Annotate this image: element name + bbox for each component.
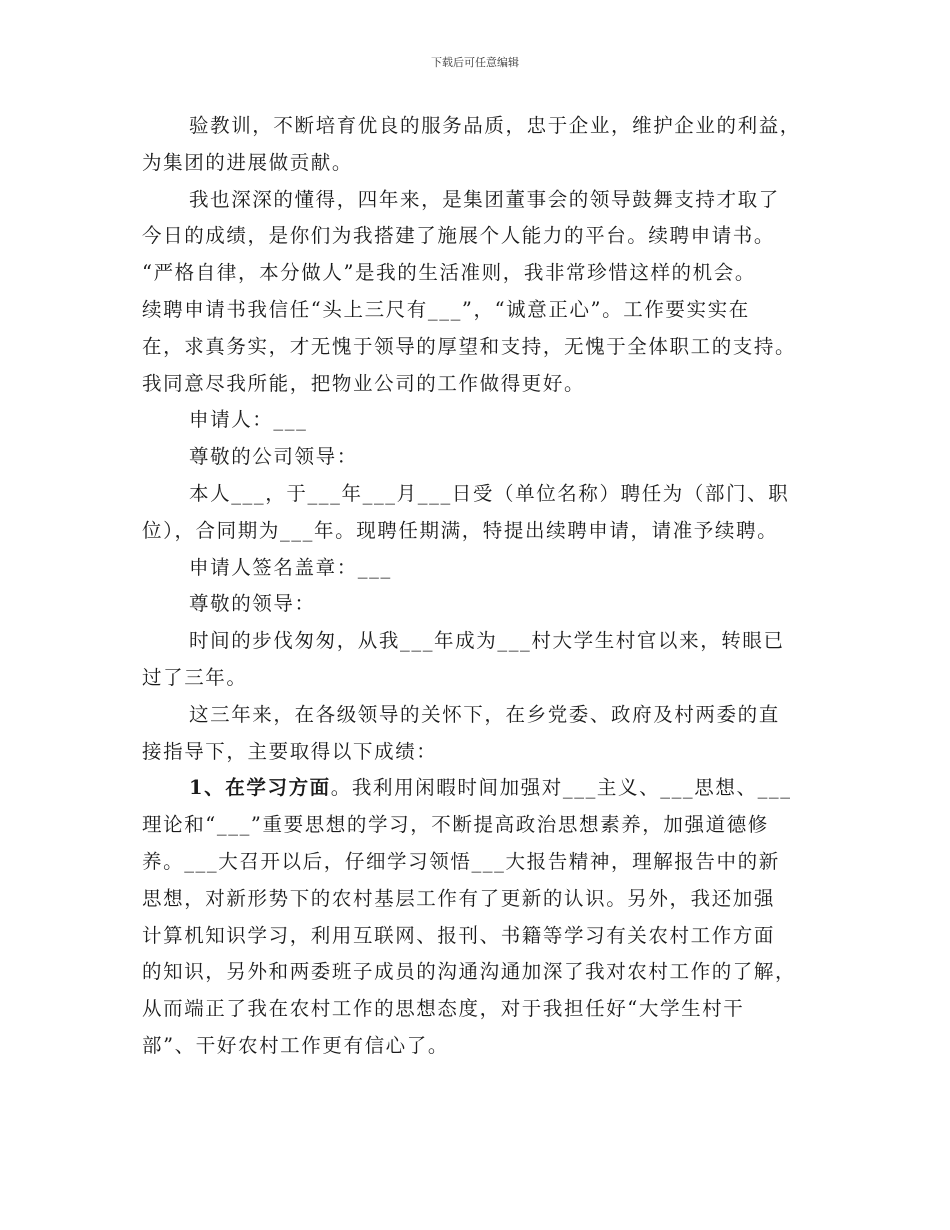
line-text: 。我利用闲暇时间加强对___主义、___思想、___ — [330, 776, 792, 800]
line-text: 从而端正了我在农村工作的思想态度，对于我担任好“大学生村干 — [142, 997, 745, 1021]
text-line — [142, 586, 812, 623]
line-text: 续聘申请书我信任“头上三尺有___”，“诚意正心”。工作要实实在 — [142, 297, 750, 321]
line-text: “严格自律，本分做人”是我的生活准则，我非常珍惜这样的机会。 — [142, 261, 756, 285]
line-text: 为集团的进展做贡献。 — [142, 150, 354, 174]
text-line — [142, 844, 812, 881]
text-line — [142, 697, 812, 734]
line-text: 时间的步伐匆匆，从我___年成为___村大学生村官以来，转眼已 — [189, 629, 785, 653]
line-text: 申请人签名盖章：___ — [189, 555, 392, 579]
page-header: 下载后可任意编辑 — [431, 56, 519, 69]
text-line — [142, 881, 812, 918]
line-text: 我同意尽我所能，把物业公司的工作做得更好。 — [142, 371, 586, 395]
text-line — [142, 734, 812, 771]
text-line — [142, 623, 812, 660]
line-text: 部”、干好农村工作更有信心了。 — [142, 1033, 449, 1057]
text-line — [142, 918, 812, 955]
text-line — [142, 770, 812, 807]
line-text: 的知识，另外和两委班子成员的沟通沟通加深了我对农村工作的了解， — [142, 960, 797, 984]
line-text: 这三年来，在各级领导的关怀下，在乡党委、政府及村两委的直 — [189, 702, 780, 726]
text-line — [142, 108, 812, 145]
document-body — [142, 108, 812, 1065]
text-line — [142, 476, 812, 513]
line-text: 理论和“___”重要思想的学习，不断提高政治思想素养，加强道德修 — [142, 813, 769, 837]
text-line — [142, 292, 812, 329]
line-text: 思想，对新形势下的农村基层工作有了更新的认识。另外，我还加强 — [142, 886, 776, 910]
text-line — [142, 991, 812, 1028]
line-text: 过了三年。 — [142, 665, 248, 689]
text-line — [142, 660, 812, 697]
text-line — [142, 366, 812, 403]
line-text: 申请人：___ — [189, 408, 308, 432]
text-line — [142, 550, 812, 587]
text-line — [142, 329, 812, 366]
line-text: 我也深深的懂得，四年来，是集团董事会的领导鼓舞支持才取了 — [189, 187, 780, 211]
text-line — [142, 807, 812, 844]
line-text: 今日的成绩，是你们为我搭建了施展个人能力的平台。续聘申请书。 — [142, 224, 776, 248]
text-line — [142, 1028, 812, 1065]
line-text: 位），合同期为___年。现聘任期满，特提出续聘申请，请准予续聘。 — [142, 518, 779, 542]
line-text: 本人___，于___年___月___日受（单位名称）聘任为（部门、职 — [189, 481, 790, 505]
text-line — [142, 145, 812, 182]
text-line — [142, 218, 812, 255]
line-text: 接指导下，主要取得以下成绩： — [142, 739, 438, 763]
line-text: 尊敬的公司领导： — [189, 445, 358, 469]
line-text: 在，求真务实，才无愧于领导的厚望和支持，无愧于全体职工的支持。 — [142, 334, 797, 358]
text-line — [142, 513, 812, 550]
text-line — [142, 439, 812, 476]
text-line — [142, 954, 812, 991]
line-text: 养。___大召开以后，仔细学习领悟___大报告精神，理解报告中的新 — [142, 849, 780, 873]
line-text: 计算机知识学习，利用互联网、报刊、书籍等学习有关农村工作方面 — [142, 923, 776, 947]
text-line — [142, 255, 812, 292]
line-text: 验教训，不断培育优良的服务品质，忠于企业，维护企业的利益， — [189, 114, 801, 137]
section-heading: 1、在学习方面 — [189, 776, 331, 800]
text-line — [142, 402, 812, 439]
text-line — [142, 182, 812, 219]
line-text: 尊敬的领导： — [189, 592, 316, 616]
